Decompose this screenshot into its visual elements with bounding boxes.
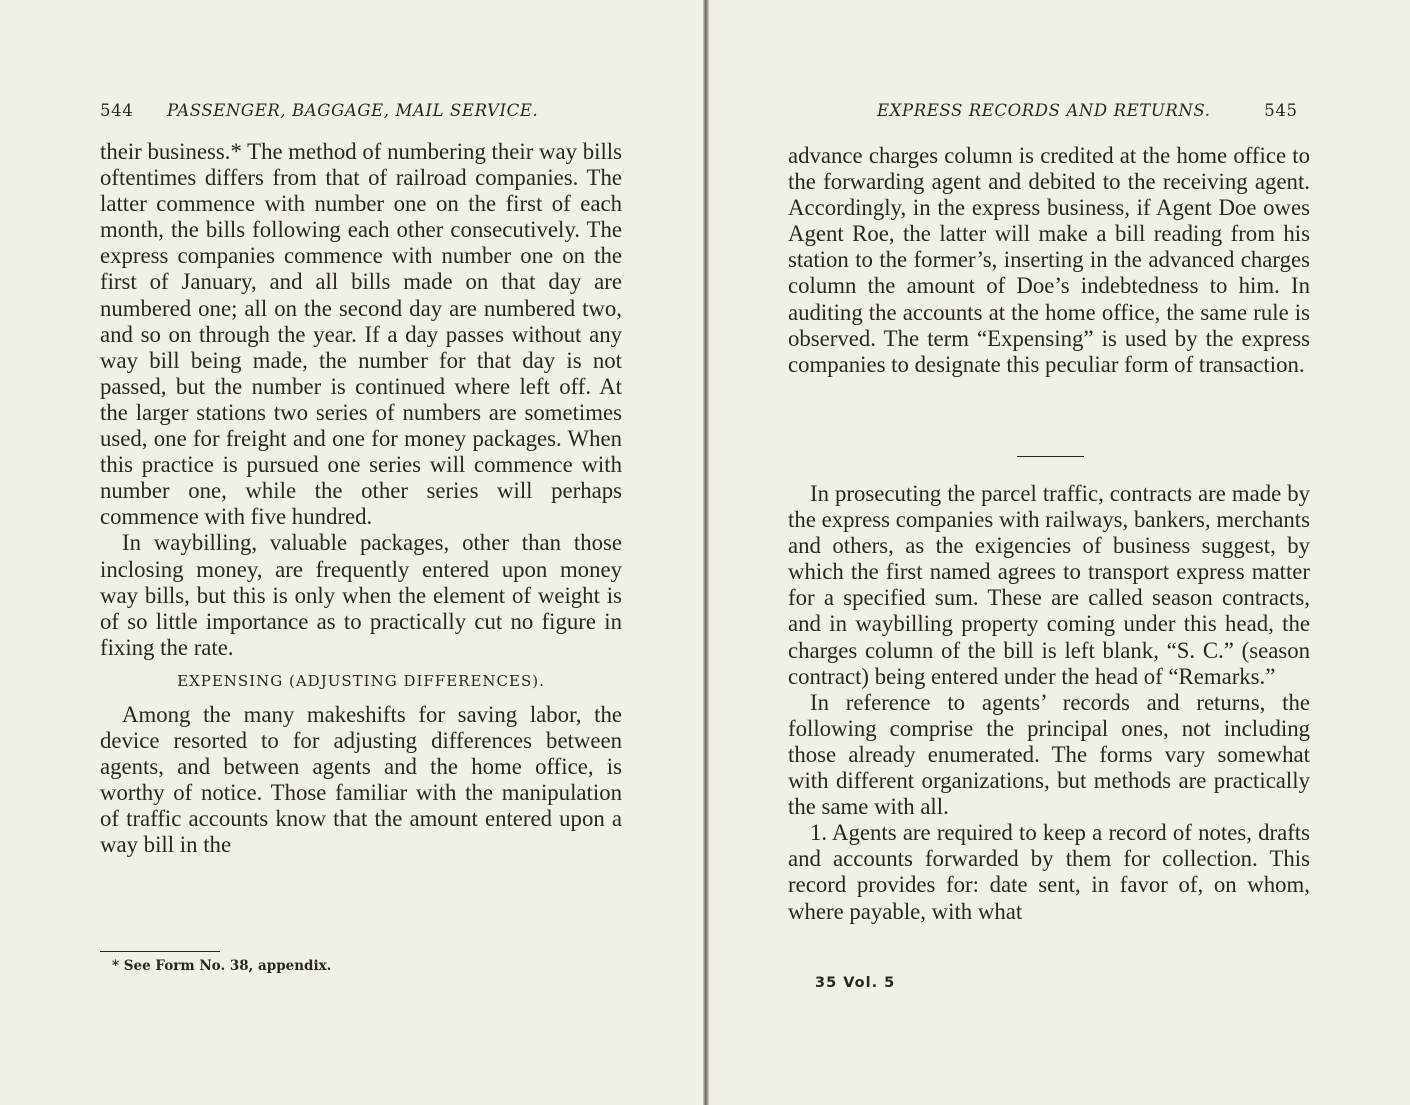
footnote-rule [100,951,220,952]
footnote: * See Form No. 38, appendix. [112,958,332,974]
right-body-text-2 [788,481,1310,925]
printer-signature-mark: 35 Vol. 5 [815,975,896,991]
right-paragraph-4: 1. Agents are required to keep a record of notes, drafts and accounts forwarded by them for collection. This record provides for: date sent, in favor of, on whom, where payable, with what [788,820,1310,924]
right-running-head: EXPRESS RECORDS AND RETURNS. [877,101,1211,120]
right-paragraph-2: In prosecuting the parcel traffic, contracts are made by the express companies with railways, bankers, merchants and others, as the exigencies of business suggest, by which the first named agrees to transport express matter for a specified sum. These are called season contracts, and in waybilling property coming under this head, the charges column of the bill is left blank, “S. C.” (season contract) being entered under the head of “Remarks.” [788,481,1310,689]
left-running-header [100,101,538,120]
right-running-header [877,101,1298,120]
left-page-number: 544 [100,101,134,120]
left-paragraph-3: Among the many makeshifts for saving labor, the device resorted to for adjusting differences between agents, and between agents and the home office, is worthy of notice. Those familiar with the manipulation of traffic accounts know that the amount entered upon a way bill in the [100,701,622,858]
left-paragraph-2: In waybilling, valuable packages, other than those inclosing money, are frequently entered upon money way bills, but this is only when the element of weight is of so little importance as to practically cut no figure in fixing the rate. [100,530,622,660]
right-paragraph-3: In reference to agents’ records and returns, the following comprise the principal ones, not including those already enumerated. The forms vary somewhat with different organizations, but methods are practically the same with all. [788,689,1310,820]
left-body-text [100,139,622,859]
left-running-head: PASSENGER, BAGGAGE, MAIL SERVICE. [167,101,539,120]
left-paragraph-1: their business.* The method of numbering their way bills oftentimes differs from that of railroad companies. The latter commence with number one on the first of each month, the bills following each other consecutively. The express companies commence with number one on the first of January, and all bills made on that day are numbered one; all on the second day are numbered two, and so on through the year. If a day passes without any way bill being made, the number for that day is not passed, but the number is continued where left off. At the larger stations two series of numbers are sometimes used, one for freight and one for money packages. When this practice is pursued one series will commence with number one, while the other series will perhaps commence with five hundred. [100,139,622,530]
right-paragraph-1: advance charges column is credited at the home office to the forwarding agent and debited to the receiving agent. Accordingly, in the express business, if Agent Doe owes Agent Roe, the latter will make a bill reading from his station to the former’s, inserting in the advanced charges column the amount of Doe’s indebtedness to him. In auditing the accounts at the home office, the same rule is observed. The term “Expensing” is used by the express companies to designate this peculiar form of transaction. [788,143,1310,377]
section-separator-rule [1017,456,1084,457]
right-body-text-1 [788,143,1310,378]
section-heading: EXPENSING (ADJUSTING DIFFERENCES). [177,671,545,690]
right-page-number: 545 [1264,101,1298,120]
